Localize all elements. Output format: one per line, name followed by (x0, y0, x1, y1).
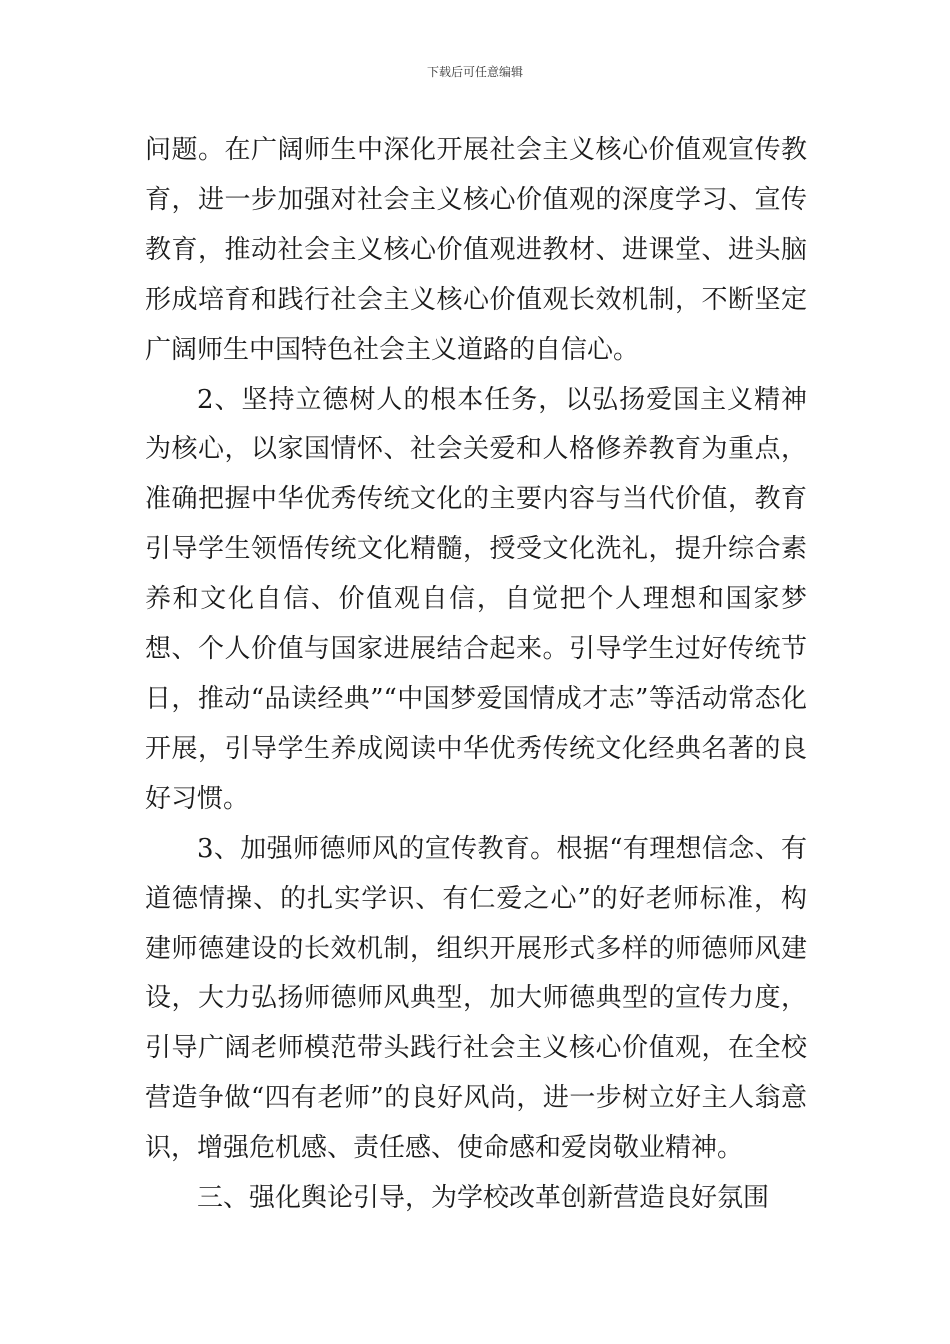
document-body (145, 126, 807, 1224)
section-heading-3: 三、强化舆论引导，为学校改革创新营造良好氛围 (197, 1183, 770, 1214)
paragraph-continuation: 问题。在广阔师生中深化开展社会主义核心价值观宣传教育，进一步加强对社会主义核心价值观的深度学习、宣传教育，推动社会主义核心价值观进教材、进课堂、进头脑形成培育和践行社会主义核心价值观长效机制，不断坚定广阔师生中国特色社会主义道路的自信心。 (145, 135, 807, 365)
paragraph-item-3: 3、加强师德师风的宣传教育。根据“有理想信念、有道德情操、的扎实学识、有仁爱之心”的好老师标准，构建师德建设的长效机制，组织开展形式多样的师德师风建设，大力弘扬师德师风典型，加大师德典型的宣传力度，引导广阔老师模范带头践行社会主义核心价值观，在全校营造争做“四有老师”的良好风尚，进一步树立好主人翁意识，增强危机感、责任感、使命感和爱岗敬业精神。 (145, 833, 807, 1164)
page-header-note: 下载后可任意编辑 (426, 65, 523, 79)
paragraph-item-2: 2、坚持立德树人的根本任务，以弘扬爱国主义精神为核心，以家国情怀、社会关爱和人格修养教育为重点，准确把握中华优秀传统文化的主要内容与当代价值，教育引导学生领悟传统文化精髓，授受文化洗礼，提升综合素养和文化自信、价值观自信，自觉把个人理想和国家梦想、个人价值与国家进展结合起来。引导学生过好传统节日，推动“品读经典”“中国梦爱国情成才志”等活动常态化开展，引导学生养成阅读中华优秀传统文化经典名著的良好习惯。 (145, 384, 807, 814)
